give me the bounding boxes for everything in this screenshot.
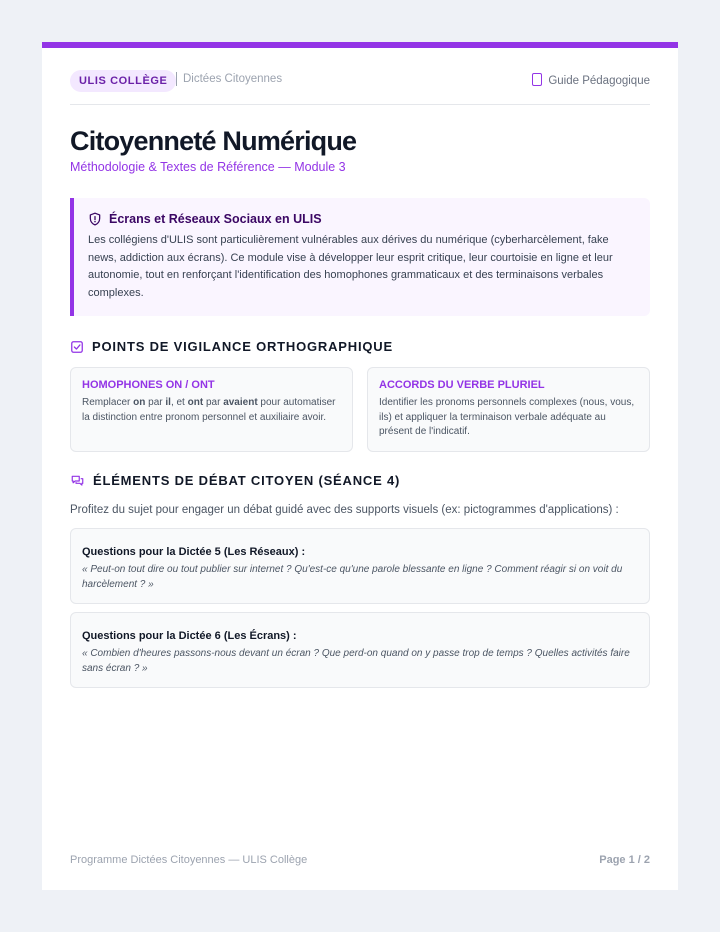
school-badge: ULIS COLLÈGE <box>70 70 176 92</box>
question-text: « Peut-on tout dire ou tout publier sur internet ? Qu'est-ce qu'une parole blessante en ligne ? Comment réagir si on voit du harcèlement ? » <box>82 564 623 590</box>
vigilance-heading-text: POINTS DE VIGILANCE ORTHOGRAPHIQUE <box>92 339 393 354</box>
debate-heading-text: ÉLÉMENTS DE DÉBAT CITOYEN (SÉANCE 4) <box>93 473 401 488</box>
series-label: Dictées Citoyennes <box>176 72 282 86</box>
info-callout <box>70 198 650 316</box>
page-number: Page 1 / 2 <box>599 854 650 866</box>
checkbox-icon <box>70 340 84 354</box>
card-title: HOMOPHONES ON / ONT <box>82 379 215 391</box>
card-text: Identifier les pronoms personnels complexes (nous, vous, ils) et appliquer la terminaison verbale adéquate au présent de l'indicatif. <box>379 397 635 437</box>
guide-link[interactable] <box>532 73 650 87</box>
shield-icon <box>88 212 102 226</box>
page-title: Citoyenneté Numérique <box>70 126 357 156</box>
card-text: Remplacer on par il, et ont par avaient pour automatiser la distinction entre pronom personnel et auxiliaire avoir. <box>82 397 336 423</box>
page-header <box>70 70 650 105</box>
document-page <box>42 42 678 890</box>
footer-program: Programme Dictées Citoyennes — ULIS Collège <box>70 854 308 866</box>
question-card-dictee-6 <box>70 612 650 688</box>
chat-bubbles-icon <box>70 474 85 488</box>
guide-label: Guide Pédagogique <box>548 75 650 87</box>
vigilance-heading <box>70 339 393 354</box>
debate-heading <box>70 473 400 488</box>
question-title: Questions pour la Dictée 6 (Les Écrans) : <box>82 630 297 642</box>
book-icon <box>532 73 542 86</box>
vigilance-card-homophones <box>70 367 353 452</box>
card-title: ACCORDS DU VERBE PLURIEL <box>379 379 545 391</box>
callout-heading-text: Écrans et Réseaux Sociaux en ULIS <box>109 212 322 226</box>
vigilance-card-pluriel <box>367 367 650 452</box>
callout-heading <box>88 212 634 226</box>
question-card-dictee-5 <box>70 528 650 604</box>
page-subtitle: Méthodologie & Textes de Référence — Module 3 <box>70 160 346 174</box>
debate-intro: Profitez du sujet pour engager un débat guidé avec des supports visuels (ex: pictogrammes d'applications) : <box>70 504 619 516</box>
question-text: « Combien d'heures passons-nous devant un écran ? Que perd-on quand on y passe trop de temps ? Quelles activités faire sans écran ? » <box>82 648 630 674</box>
question-title: Questions pour la Dictée 5 (Les Réseaux) : <box>82 546 306 558</box>
callout-text: Les collégiens d'ULIS sont particulièrement vulnérables aux dérives du numérique (cyberharcèlement, fake news, addiction aux écrans). Ce module vise à développer leur esprit critique, leur courtoisie en ligne et leur autonomie, tout en renforçant l'identification des homophones grammaticaux et des terminaisons verbales complexes. <box>88 234 613 299</box>
